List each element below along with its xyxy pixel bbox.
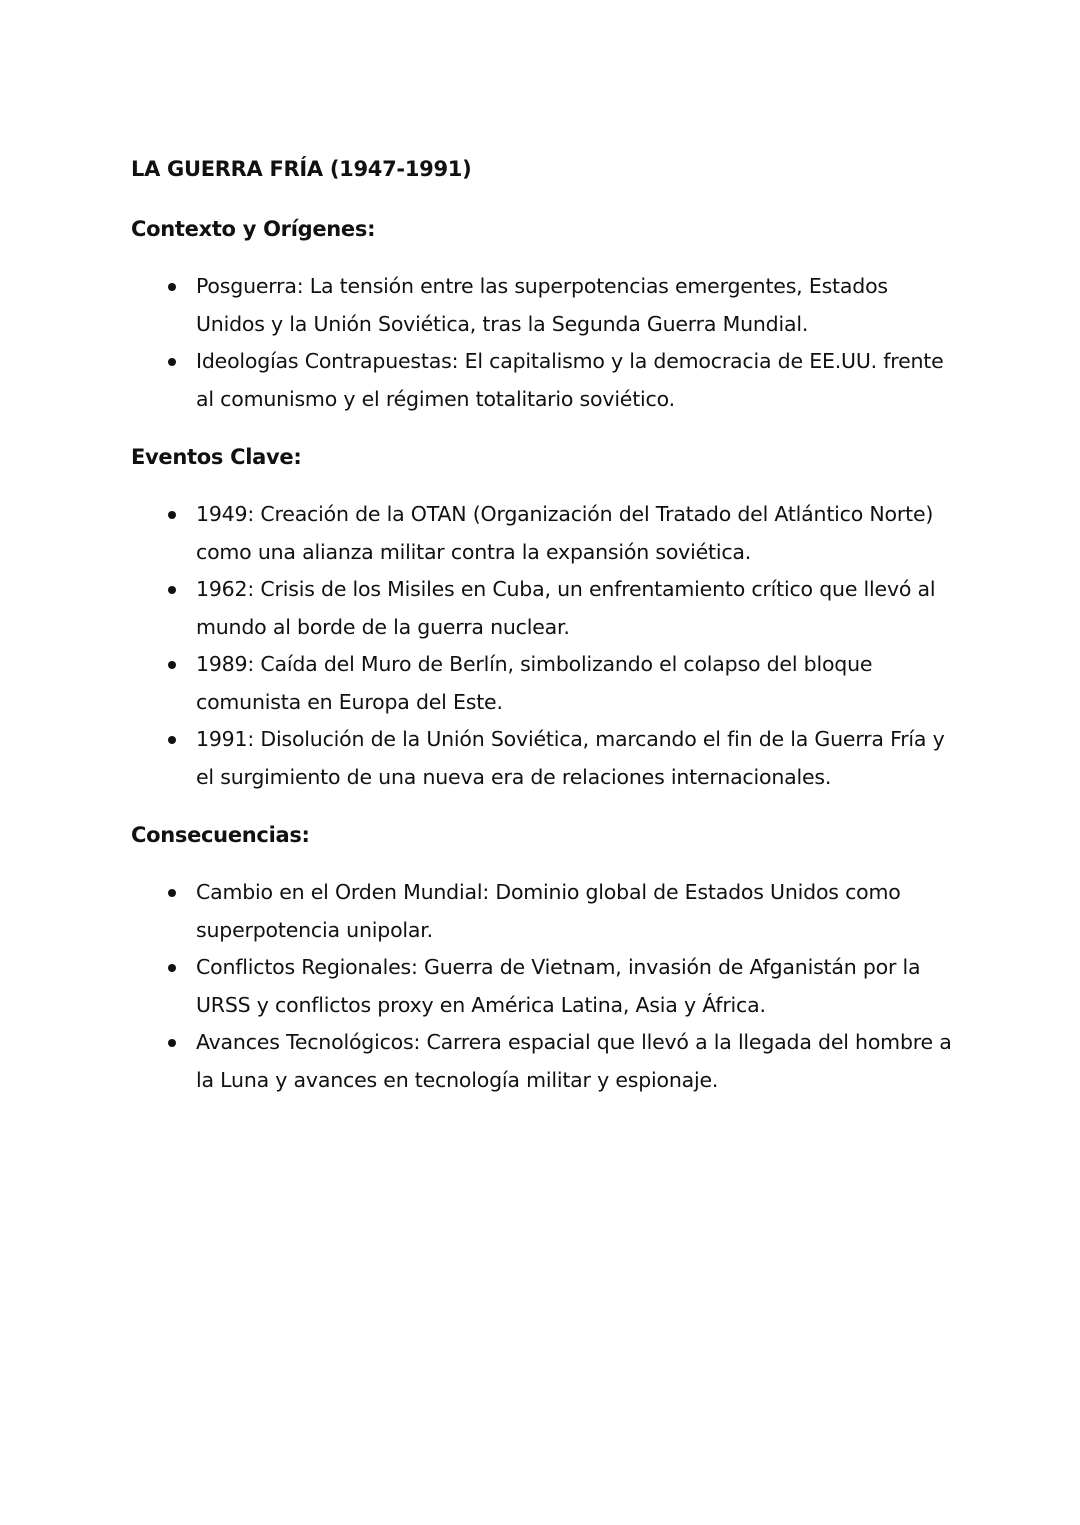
bullet-icon — [168, 283, 176, 291]
bullet-icon — [168, 358, 176, 366]
list-item — [131, 721, 961, 796]
list-item — [131, 343, 961, 418]
list-item — [131, 949, 961, 1024]
bullet-list — [131, 874, 961, 1099]
list-item — [131, 496, 961, 571]
section-heading: Eventos Clave: — [131, 445, 302, 469]
list-item-text: Cambio en el Orden Mundial: Dominio global de Estados Unidos como superpotencia unipolar. — [196, 880, 901, 942]
list-item-text: 1962: Crisis de los Misiles en Cuba, un enfrentamiento crítico que llevó al mundo al borde de la guerra nuclear. — [196, 577, 936, 639]
bullet-icon — [168, 889, 176, 897]
bullet-icon — [168, 511, 176, 519]
list-item-text: Ideologías Contrapuestas: El capitalismo y la democracia de EE.UU. frente al comunismo y el régimen totalitario soviético. — [196, 349, 944, 411]
bullet-list — [131, 268, 961, 418]
section-context-origins — [131, 210, 961, 418]
bullet-list — [131, 496, 961, 796]
list-item — [131, 1024, 961, 1099]
document-page — [131, 150, 961, 1119]
bullet-icon — [168, 964, 176, 972]
bullet-icon — [168, 586, 176, 594]
list-item-text: Posguerra: La tensión entre las superpotencias emergentes, Estados Unidos y la Unión Soviética, tras la Segunda Guerra Mundial. — [196, 274, 888, 336]
bullet-icon — [168, 661, 176, 669]
list-item — [131, 268, 961, 343]
document-title: LA GUERRA FRÍA (1947-1991) — [131, 157, 472, 181]
list-item-text: 1949: Creación de la OTAN (Organización del Tratado del Atlántico Norte) como una alianza militar contra la expansión soviética. — [196, 502, 934, 564]
bullet-icon — [168, 1039, 176, 1047]
section-heading: Contexto y Orígenes: — [131, 217, 376, 241]
list-item-text: Avances Tecnológicos: Carrera espacial que llevó a la llegada del hombre a la Luna y avances en tecnología militar y espionaje. — [196, 1030, 952, 1092]
list-item — [131, 874, 961, 949]
bullet-icon — [168, 736, 176, 744]
list-item — [131, 571, 961, 646]
list-item-text: 1991: Disolución de la Unión Soviética, marcando el fin de la Guerra Fría y el surgimiento de una nueva era de relaciones internacionales. — [196, 727, 945, 789]
list-item-text: Conflictos Regionales: Guerra de Vietnam, invasión de Afganistán por la URSS y conflictos proxy en América Latina, Asia y África. — [196, 955, 921, 1017]
section-key-events — [131, 438, 961, 796]
list-item-text: 1989: Caída del Muro de Berlín, simbolizando el colapso del bloque comunista en Europa del Este. — [196, 652, 873, 714]
section-heading: Consecuencias: — [131, 823, 310, 847]
section-consequences — [131, 816, 961, 1099]
list-item — [131, 646, 961, 721]
